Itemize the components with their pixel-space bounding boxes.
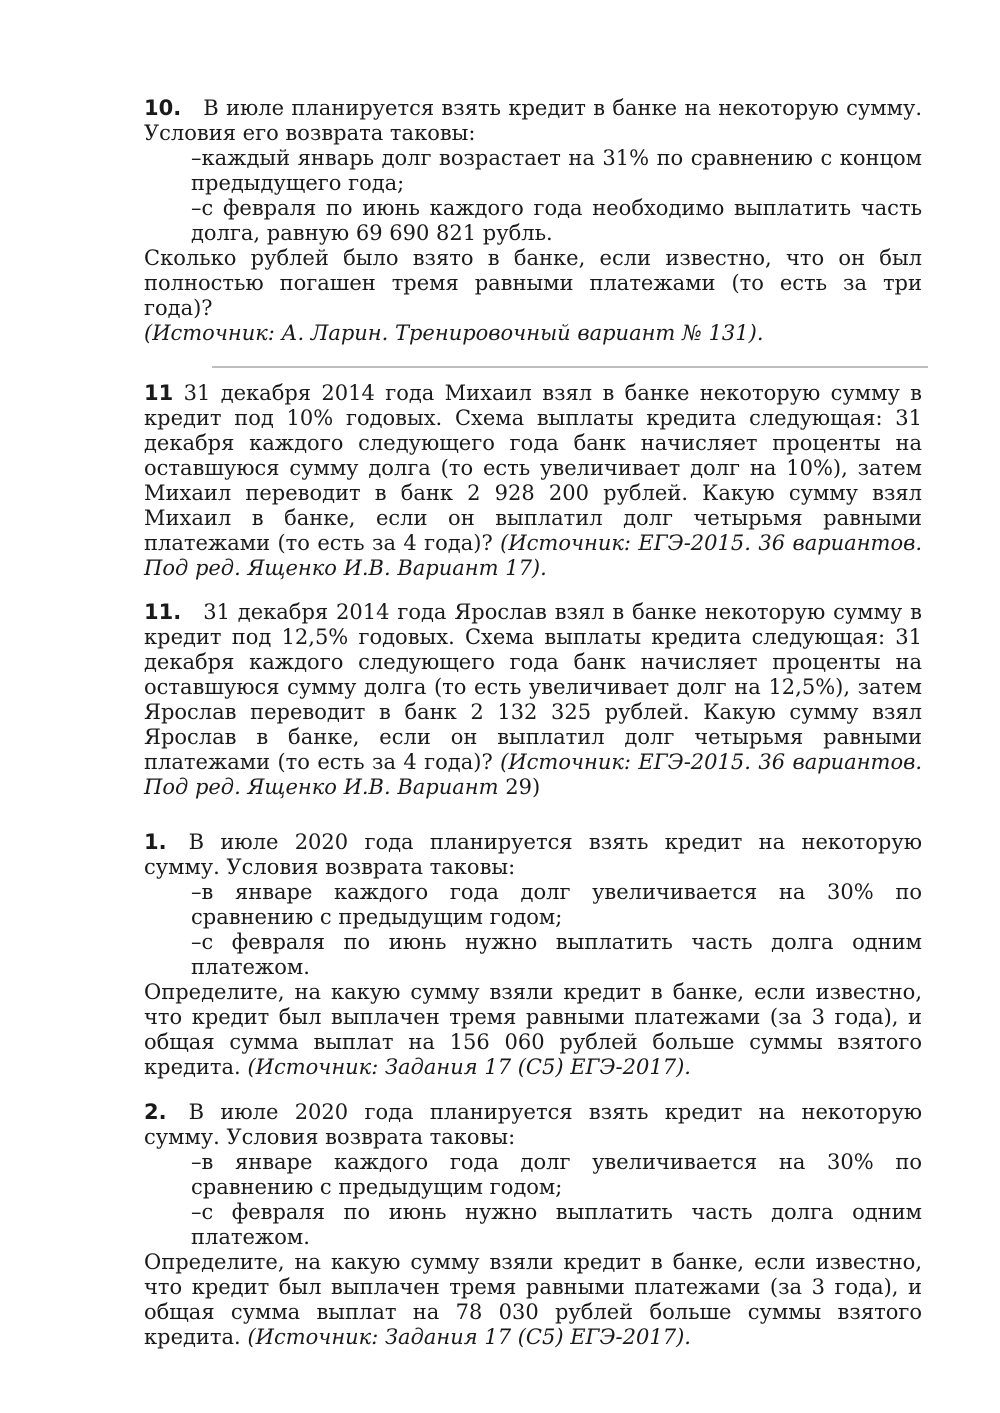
problem-intro-text: В июле 2020 года планируется взять кредит на некоторую сумму. Условия возврата таковы: <box>144 830 922 879</box>
problem-intro <box>144 830 922 880</box>
problem-intro <box>144 1100 922 1150</box>
problem-body <box>144 600 922 800</box>
problem-question-text: Определите, на какую сумму взяли кредит в банке, если известно, что кредит был выплачен тремя равными платежами (за 3 года), и общая сумма выплат на 156 060 рублей больше суммы взятого кредита. <box>144 980 922 1079</box>
problem-condition: –в январе каждого года долг увеличивается на 30% по сравнению с предыдущим годом; <box>191 880 922 929</box>
problem-condition: –с февраля по июнь нужно выплатить часть долга одним платежом. <box>191 1200 922 1249</box>
problem-11-yaroslav <box>144 600 922 800</box>
problem-source: (Источник: Задания 17 (С5) ЕГЭ-2017). <box>247 1325 691 1349</box>
problem-11-mikhail <box>144 381 922 581</box>
problem-source: (Источник: ЕГЭ-2015. 36 вариантов. Под ред. Ященко И.В. Вариант <box>144 750 922 799</box>
problem-number: 1. <box>144 830 167 854</box>
problem-10 <box>144 96 922 346</box>
problem-source: (Источник: Задания 17 (С5) ЕГЭ-2017). <box>247 1055 691 1079</box>
problem-condition: –с февраля по июнь нужно выплатить часть долга одним платежом. <box>191 930 922 979</box>
problem-number: 2. <box>144 1100 167 1124</box>
problem-intro <box>144 96 922 146</box>
problem-body <box>144 381 922 581</box>
section-divider <box>212 366 928 368</box>
problem-source: (Источник: ЕГЭ-2015. 36 вариантов. Под ред. Ященко И.В. Вариант 17). <box>144 531 922 580</box>
problem-question <box>144 980 922 1080</box>
problem-number: 11 <box>144 381 174 405</box>
problem-2 <box>144 1100 922 1350</box>
problem-source: (Источник: А. Ларин. Тренировочный вариант № 131). <box>144 321 764 345</box>
problem-intro-text: В июле планируется взять кредит в банке на некоторую сумму. Условия его возврата таковы: <box>144 96 922 145</box>
problem-condition: –в январе каждого года долг увеличивается на 30% по сравнению с предыдущим годом; <box>191 1150 922 1199</box>
problem-number: 11. <box>144 600 182 624</box>
problem-number: 10. <box>144 96 182 120</box>
problem-body-text: 31 декабря 2014 года Михаил взял в банке некоторую сумму в кредит под 10% годовых. Схема выплаты кредита следующая: 31 декабря каждого следующего года банк начисляет проценты на оставшуюся сумму долга (то есть увеличивает долг на 10%), затем Михаил переводит в банк 2 928 200 рублей. Какую сумму взял Михаил в банке, если он выплатил долг четырьмя равными платежами (то есть за 4 года)? <box>144 381 922 555</box>
problem-source-tail: 29) <box>505 775 541 799</box>
problem-condition: –каждый январь долг возрастает на 31% по сравнению с концом предыдущего года; <box>191 146 922 195</box>
problem-question-text: Определите, на какую сумму взяли кредит в банке, если известно, что кредит был выплачен тремя равными платежами (за 3 года), и общая сумма выплат на 78 030 рублей больше суммы взятого кредита. <box>144 1250 922 1349</box>
problem-condition: –с февраля по июнь каждого года необходимо выплатить часть долга, равную 69 690 821 рубль. <box>191 196 922 245</box>
problem-1 <box>144 830 922 1080</box>
problem-question <box>144 1250 922 1350</box>
problem-intro-text: В июле 2020 года планируется взять кредит на некоторую сумму. Условия возврата таковы: <box>144 1100 922 1149</box>
problem-question: Сколько рублей было взято в банке, если известно, что он был полностью погашен тремя равными платежами (то есть за три года)? <box>144 246 922 320</box>
problem-body-text: 31 декабря 2014 года Ярослав взял в банке некоторую сумму в кредит под 12,5% годовых. Схема выплаты кредита следующая: 31 декабря каждого следующего года банк начисляет проценты на оставшуюся сумму долга (то есть увеличивает долг на 12,5%), затем Ярослав переводит в банк 2 132 325 рублей. Какую сумму взял Ярослав в банке, если он выплатил долг четырьмя равными платежами (то есть за 4 года)? <box>144 600 922 774</box>
